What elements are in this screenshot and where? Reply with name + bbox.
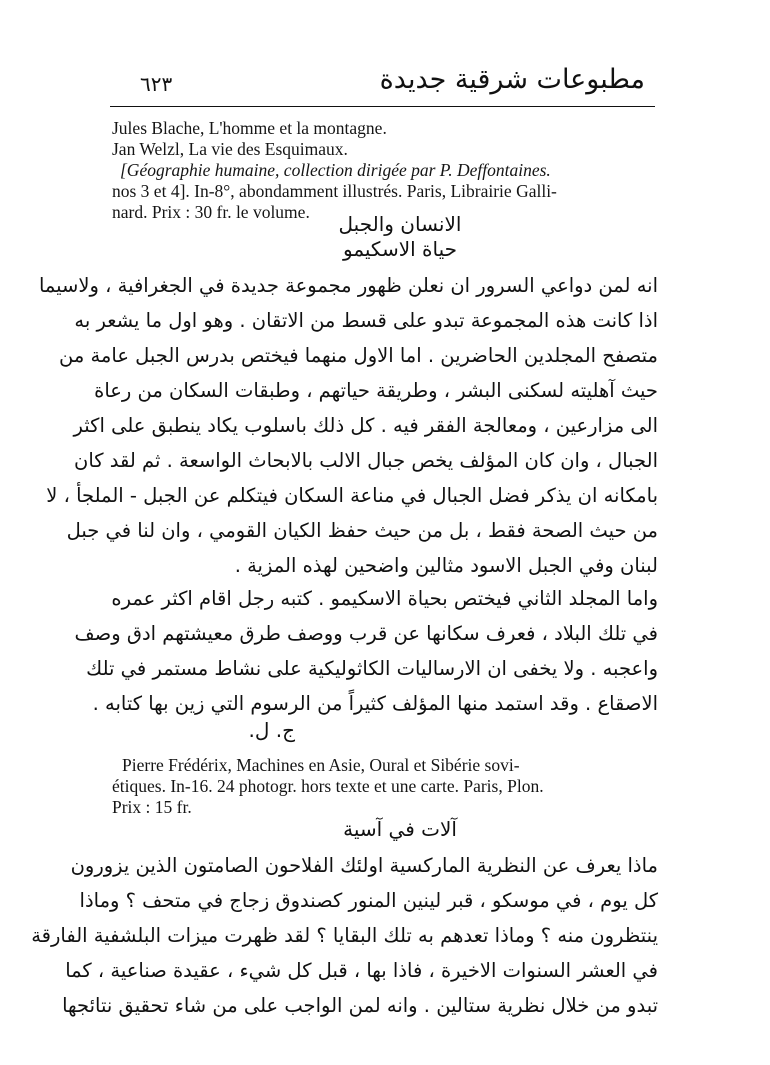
reviewer-signature: ج. ل. <box>248 718 295 742</box>
paragraph-line: تبدو من خلال نظرية ستالين . وانه لمن الواجب على من شاء تحقيق نتائجها <box>62 994 658 1017</box>
citation-line-5: nard. Prix : 30 fr. le volume. <box>112 202 310 222</box>
paragraph-line: واما المجلد الثاني فيختص بحياة الاسكيمو . كتبه رجل اقام اكثر عمره <box>111 587 658 610</box>
arabic-title-machines-in-asia: آلات في آسية <box>343 817 457 841</box>
arabic-title-man-and-mountain: الانسان والجبل <box>338 212 462 236</box>
page-number: ٦٢٣ <box>140 72 173 96</box>
paragraph-line: واعجبه . ولا يخفى ان الارساليات الكاثوليكية على نشاط مستمر في تلك <box>86 657 658 680</box>
paragraph-line: لبنان وفي الجبل الاسود مثالين واضحين لهذه المزية . <box>234 554 658 577</box>
citation-line-3: [Géographie humaine, collection dirigée par P. Deffontaines. <box>120 160 551 180</box>
paragraph-line: انه لمن دواعي السرور ان نعلن ظهور مجموعة جديدة في الجغرافية ، ولاسيما <box>38 274 658 297</box>
citation-line-1: Jules Blache, L'homme et la montagne. <box>112 118 387 138</box>
paragraph-line: في تلك البلاد ، فعرف سكانها عن قرب ووصف طرق معيشتهم ادق وصف <box>74 622 658 645</box>
paragraph-line: الاصقاع . وقد استمد منها المؤلف كثيراً من الرسوم التي زين بها كتابه . <box>92 692 658 715</box>
paragraph-line: في العشر السنوات الاخيرة ، فاذا بها ، قبل كل شيء ، عقيدة صناعية ، كما <box>65 959 658 982</box>
citation-line-2: Jan Welzl, La vie des Esquimaux. <box>112 139 348 159</box>
paragraph-line: متصفح المجلدين الحاضرين . اما الاول منهما فيختص بدرس الجبل عامة من <box>58 344 658 367</box>
paragraph-line: حيث آهليته لسكنى البشر ، وطريقة حياتهم ، وطبقات السكان من رعاة <box>94 379 658 402</box>
citation-line-4: nos 3 et 4]. In-8°, abondamment illustrés. Paris, Librairie Galli- <box>112 181 557 201</box>
paragraph-line: بامكانه ان يذكر فضل الجبال في مناعة السكان فيتكلم عن الجبل - الملجأ ، لا <box>46 484 658 507</box>
citation-line-1: Pierre Frédérix, Machines en Asie, Oural et Sibérie sovi- <box>122 755 520 775</box>
citation-line-2: étiques. In-16. 24 photogr. hors texte et une carte. Paris, Plon. <box>112 776 544 796</box>
paragraph-line: الى مزارعين ، ومعالجة الفقر فيه . كل ذلك باسلوب يكاد ينطبق على اكثر <box>73 414 658 437</box>
paragraph-line: ماذا يعرف عن النظرية الماركسية اولئك الفلاحون الصامتون الذين يزورون <box>70 854 658 877</box>
running-title: مطبوعات شرقية جديدة <box>379 64 645 95</box>
arabic-title-eskimo-life: حياة الاسكيمو <box>342 237 458 261</box>
paragraph-line: ينتظرون منه ؟ وماذا تعدهم به تلك البقايا ؟ لقد ظهرت ميزات البلشفية الفارقة <box>31 924 658 947</box>
paragraph-line: الجبال ، وان كان المؤلف يخص جبال الالب بالابحاث الواسعة . ثم لقد كان <box>74 449 658 472</box>
paragraph-line: كل يوم ، في موسكو ، قبر لينين المنور كصندوق زجاج في متحف ؟ وماذا <box>79 889 658 912</box>
page-header <box>110 62 655 107</box>
paragraph-line: اذا كانت هذه المجموعة تبدو على قسط من الاتقان . وهو اول ما يشعر به <box>74 309 658 332</box>
paragraph-line: من حيث الصحة فقط ، بل من حيث حفظ الكيان القومي ، وان لنا في جبل <box>66 519 658 542</box>
citation-line-3: Prix : 15 fr. <box>112 797 192 817</box>
